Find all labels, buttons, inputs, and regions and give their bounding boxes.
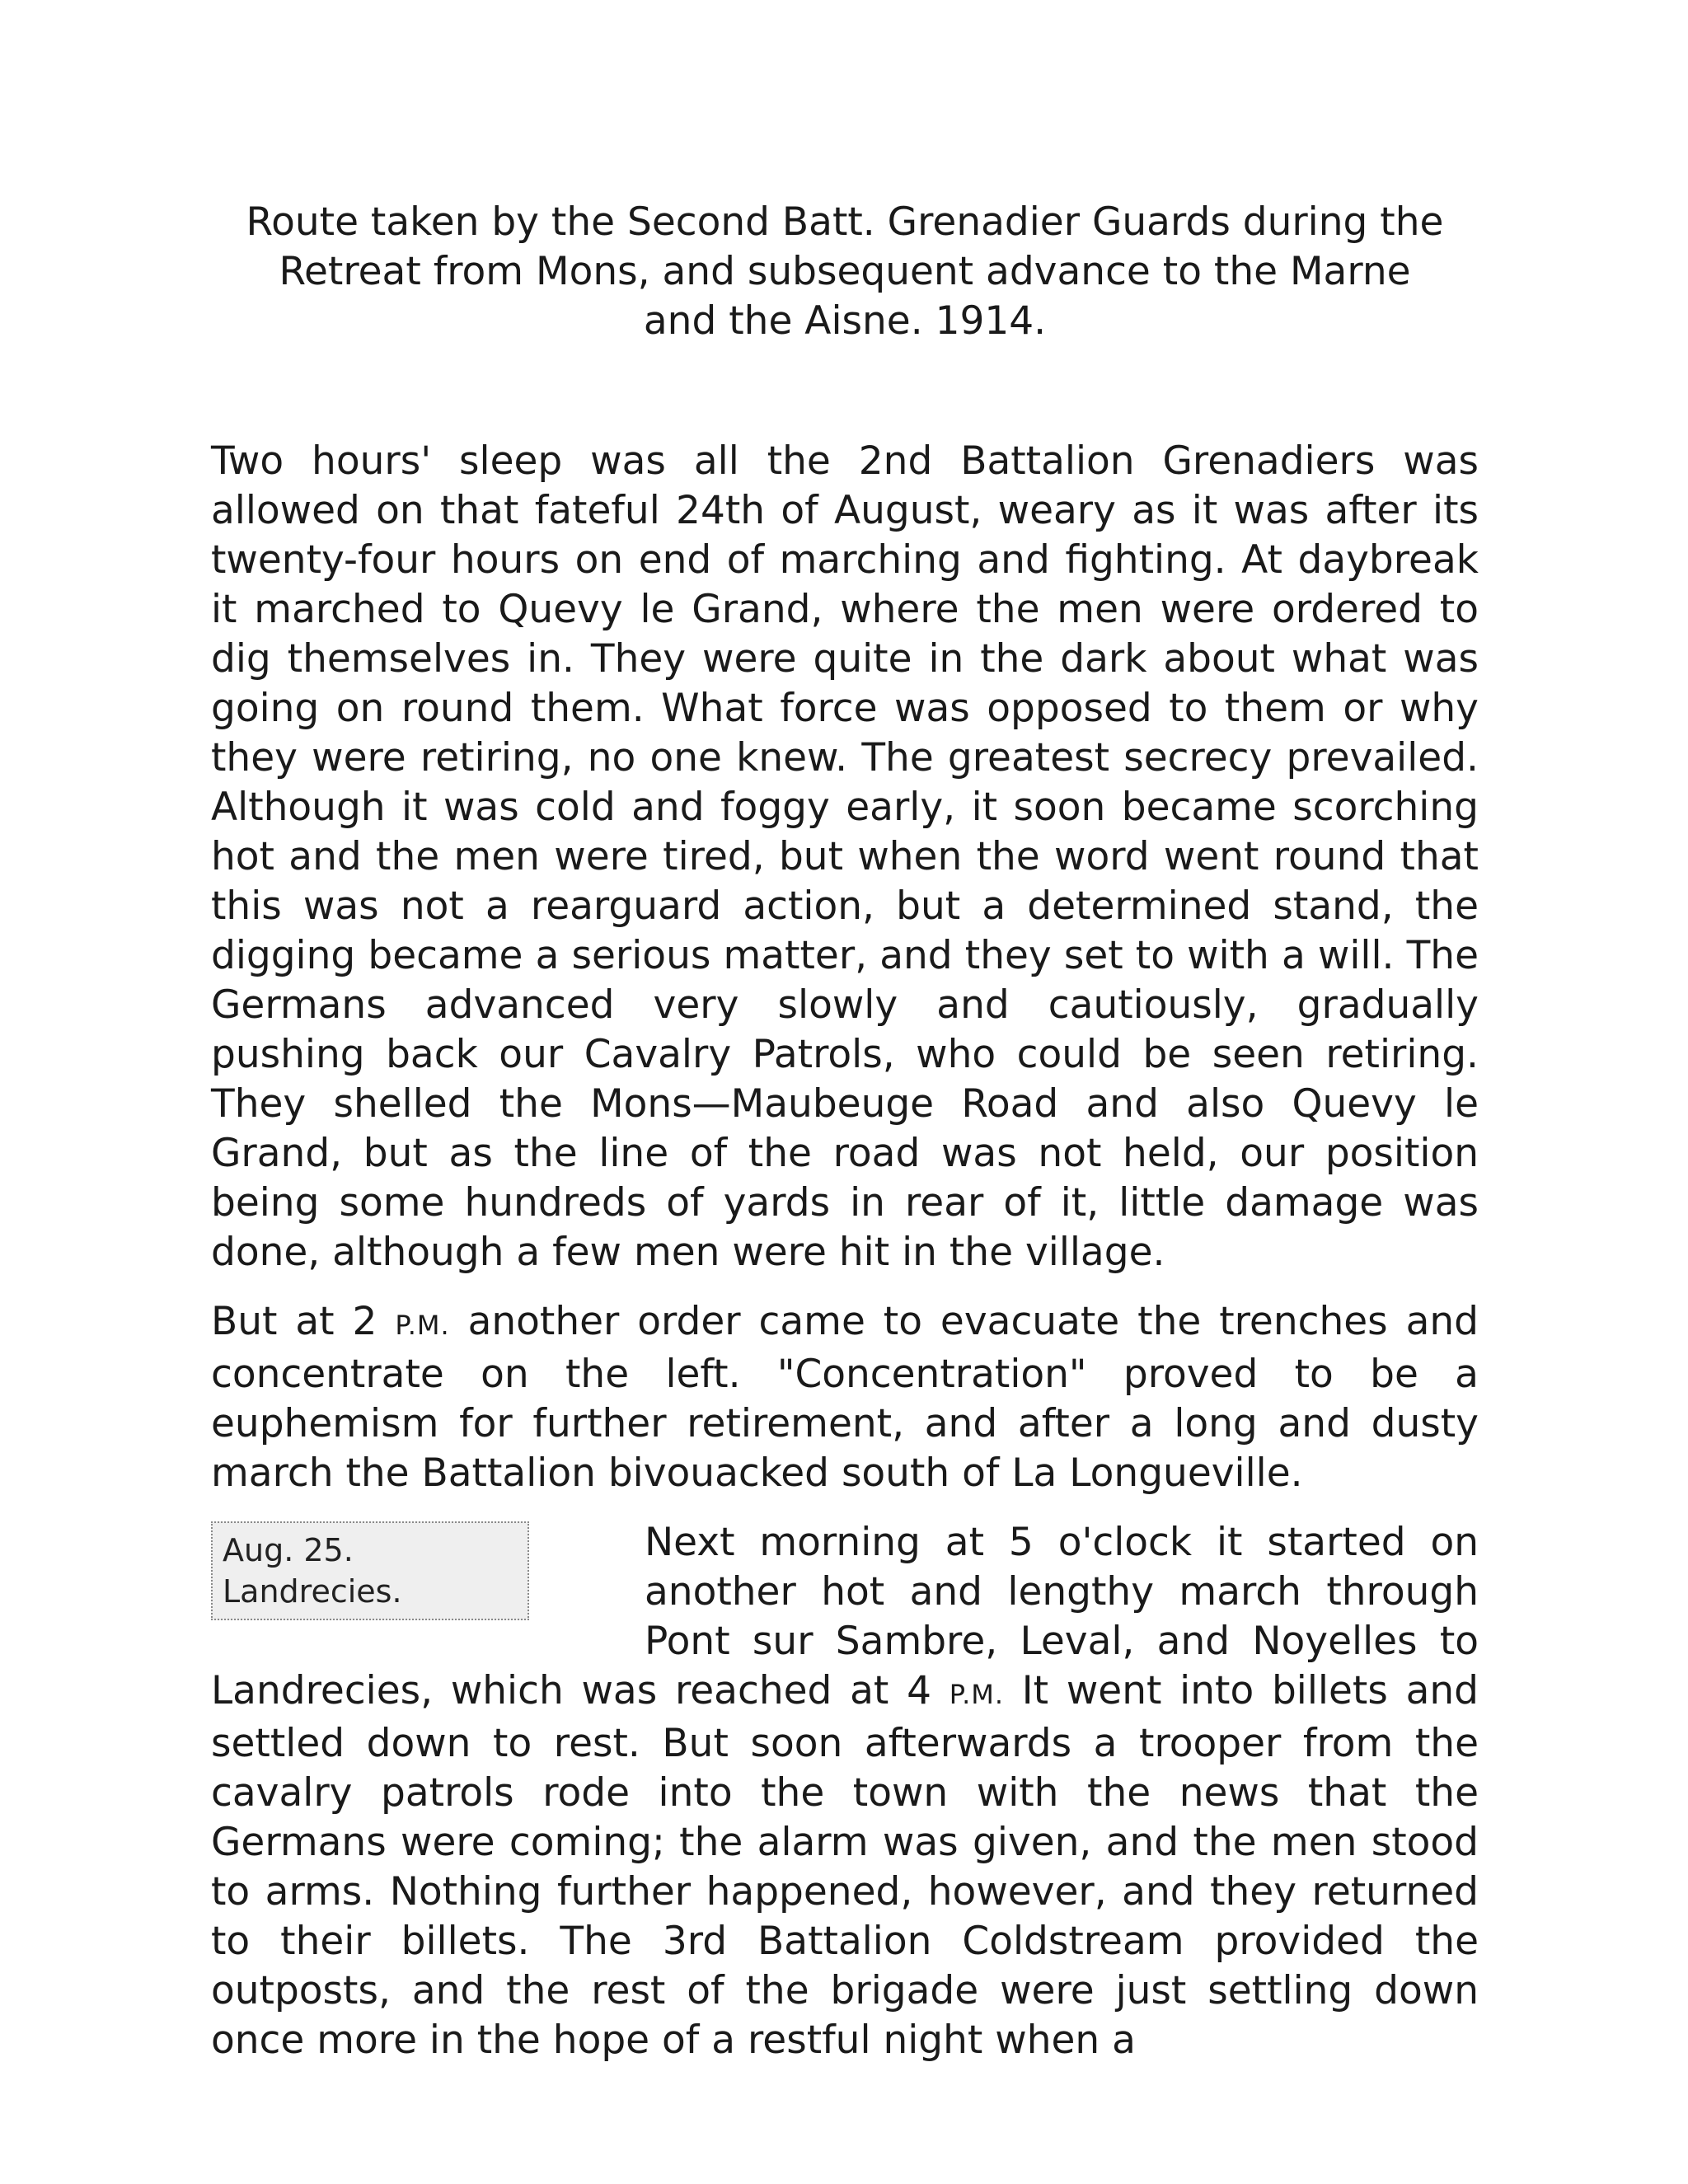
paragraph-3-time: P.M. <box>949 1679 1005 1710</box>
paragraph-2-text-b: another order came to evacuate the trenches and concentrate on the left. "Concentration" proved to be a euphemism for further retirement, and after a long and dusty march the Battalion bivouacked south of La Longueville. <box>211 1299 1479 1496</box>
map-caption <box>211 198 1479 346</box>
page-content <box>211 198 1479 2085</box>
paragraph-3-text-b: It went into billets and settled down to rest. But soon afterwards a trooper from the cavalry patrols rode into the town with the news that the Germans were coming; the alarm was given, and the men stood to arms. Nothing further happened, however, and they returned to their billets. The 3rd Battalion Coldstream provided the outposts, and the rest of the brigade were just settling down once more in the hope of a restful night when a <box>211 1668 1479 2063</box>
paragraph-2 <box>211 1297 1479 1498</box>
paragraph-1: Two hours' sleep was all the 2nd Battalion Grenadiers was allowed on that fateful 24th of August, weary as it was after its twenty-four hours on end of marching and fighting. At daybreak it marched to Quevy le Grand, where the men were ordered to dig themselves in. They were quite in the dark about what was going on round them. What force was opposed to them or why they were retiring, no one knew. The greatest secrecy prevailed. Although it was cold and foggy early, it soon became scorching hot and the men were tired, but when the word went round that this was not a rearguard action, but a determined stand, the digging became a serious matter, and they set to with a will. The Germans advanced very slowly and cautiously, gradually pushing back our Cavalry Patrols, who could be seen retiring. They shelled the Mons—Maubeuge Road and also Quevy le Grand, but as the line of the road was not held, our position being some hundreds of yards in rear of it, little damage was done, although a few men were hit in the village. <box>211 438 1479 1275</box>
caption-line-3: and the Aisne. 1914. <box>643 298 1047 344</box>
margin-note-place: Landrecies. <box>223 1573 402 1610</box>
margin-note <box>211 1521 529 1620</box>
caption-line-2: Retreat from Mons, and subsequent advance to the Marne <box>279 249 1411 294</box>
paragraph-3-text-a: Next morning at 5 o'clock it started on another hot and lengthy march through Pont sur Sambre, Leval, and Noyelles to Landrecies, which was reached at 4 <box>211 1520 1479 1713</box>
paragraph-2-text-a: But at 2 <box>211 1299 396 1344</box>
paragraph-2-time: P.M. <box>395 1310 450 1341</box>
caption-line-1: Route taken by the Second Batt. Grenadier Guards during the <box>246 199 1444 245</box>
margin-note-date: Aug. 25. <box>223 1532 354 1568</box>
